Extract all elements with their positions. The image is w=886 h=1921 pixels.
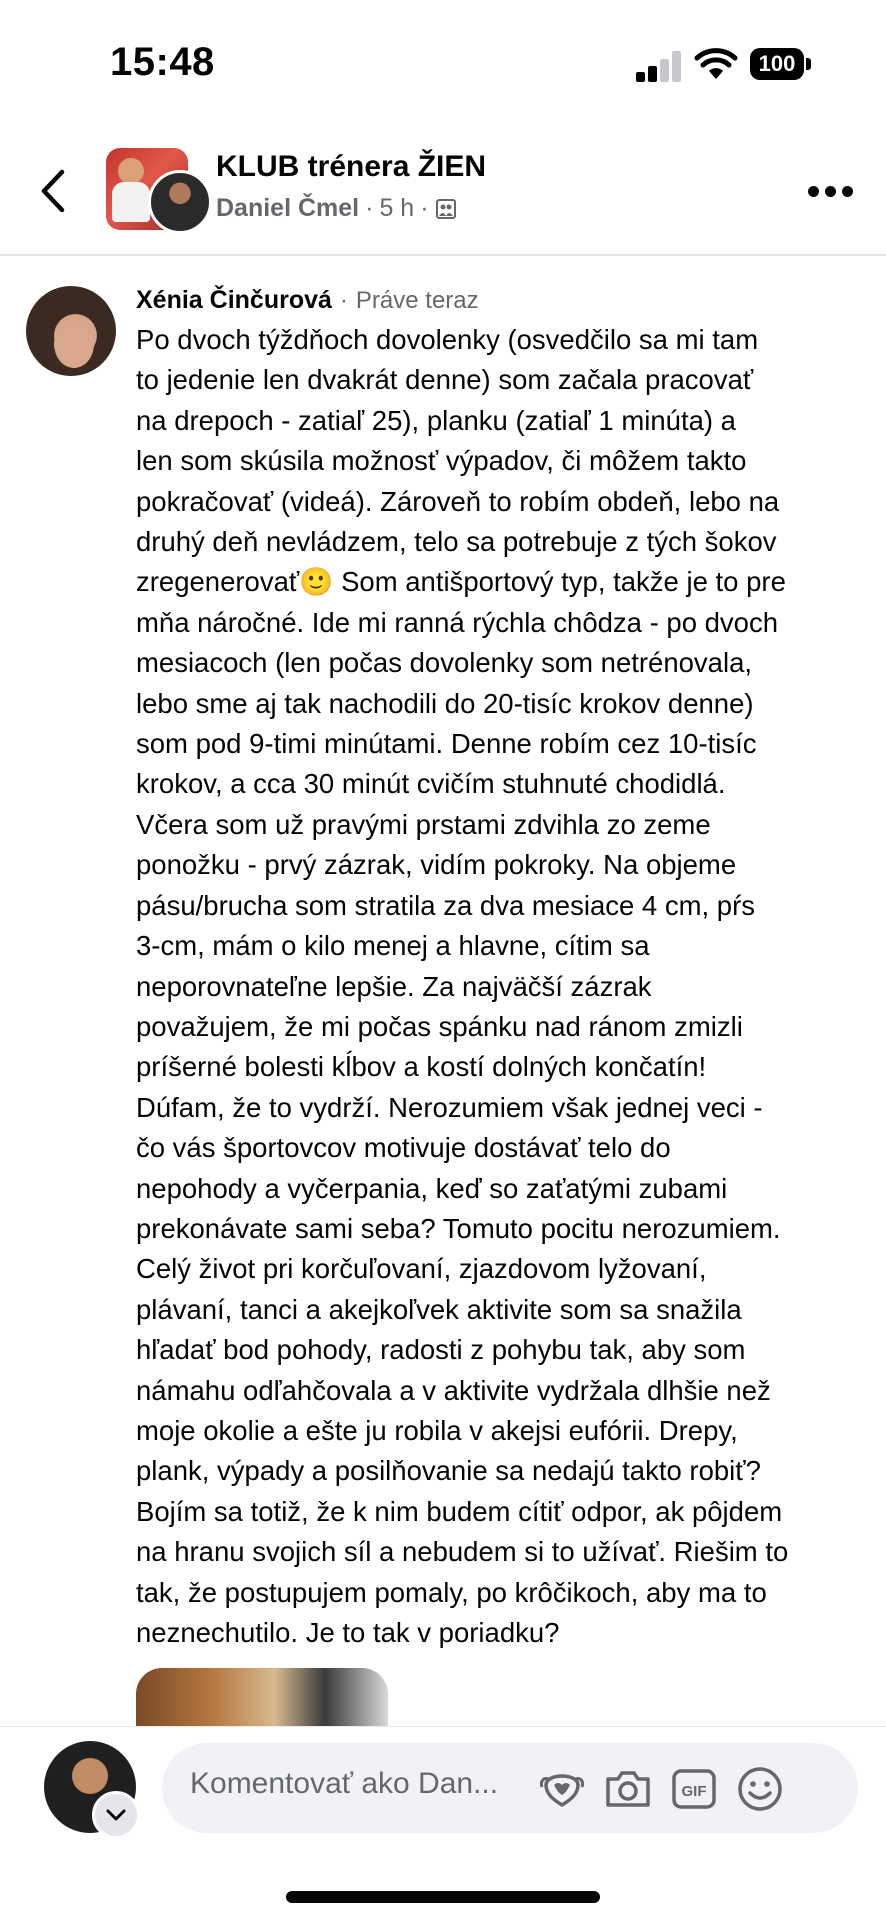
comment-input-placeholder: Komentovať ako Dan... bbox=[190, 1767, 499, 1800]
comment-line: moje okolie a ešte ju robila v akejsi eufórii. Drepy, bbox=[136, 1414, 738, 1446]
comment-line: mňa náročné. Ide mi ranná rýchla chôdza - po dvoch bbox=[136, 606, 779, 638]
comment-input[interactable] bbox=[162, 1743, 858, 1833]
comment-line: prekonávate sami seba? Tomuto pocitu nerozumiem. bbox=[136, 1212, 781, 1244]
comment-line: na hranu svojich síl a nebudem si to užívať. Riešim to bbox=[136, 1536, 789, 1568]
comment-line: plávaní, tanci a akejkoľvek aktivite som sa snažila bbox=[136, 1293, 742, 1325]
post-subtitle bbox=[216, 194, 457, 223]
comment-line: len som skúsila možnosť výpadov, či môžem takto bbox=[136, 445, 747, 477]
comment-line: pokračovať (videá). Zároveň to robím obdeň, lebo na bbox=[136, 485, 780, 517]
comment-text bbox=[136, 320, 866, 1653]
comment-composer bbox=[0, 1726, 886, 1921]
comment-line: mesiacoch (len počas dovolenky som netrénovala, bbox=[136, 647, 753, 679]
comment-line: druhý deň nevládzem, telo sa potrebuje z tých šokov bbox=[136, 526, 777, 558]
comment-line: príšerné bolesti kĺbov a kostí dolných končatín! bbox=[136, 1051, 707, 1083]
status-time: 15:48 bbox=[110, 40, 215, 84]
separator-dot: · bbox=[339, 287, 348, 314]
comment-line: námahu odľahčovala a v aktivite vydržala dlhšie než bbox=[136, 1374, 771, 1406]
back-arrow-icon[interactable] bbox=[34, 166, 74, 216]
comment-line: krokov, a cca 30 minút cvičím stuhnuté chodidlá. bbox=[136, 768, 726, 800]
comment-line: pásu/brucha som stratila za dva mesiace 4 cm, pŕs bbox=[136, 889, 756, 921]
separator-dot: · bbox=[365, 194, 374, 222]
comment-time: Práve teraz bbox=[355, 287, 479, 314]
commenter-avatar[interactable] bbox=[26, 286, 116, 376]
comment-line: Celý život pri korčuľovaní, zjazdovom lyžovaní, bbox=[136, 1253, 707, 1285]
comment-line: som pod 9-timi minútami. Denne robím cez 10-tisíc bbox=[136, 728, 757, 760]
gif-icon[interactable] bbox=[668, 1763, 720, 1815]
home-indicator bbox=[286, 1891, 600, 1903]
comment-line: Po dvoch týždňoch dovolenky (osvedčilo sa mi tam bbox=[136, 324, 759, 355]
status-bar bbox=[0, 0, 886, 130]
comment-line: Dúfam, že to vydrží. Nerozumiem však jednej veci - bbox=[136, 1091, 763, 1123]
emoji-icon[interactable] bbox=[734, 1763, 786, 1815]
svg-text:GIF: GIF bbox=[681, 1783, 707, 1800]
avatar-sticker-icon[interactable] bbox=[536, 1763, 588, 1815]
group-privacy-icon bbox=[435, 198, 457, 220]
battery-icon bbox=[750, 48, 812, 80]
comment-line: plank, výpady a posilňovanie sa nedajú takto robiť? bbox=[136, 1455, 761, 1487]
comment-line: lebo sme aj tak nachodili do 20-tisíc krokov denne) bbox=[136, 687, 754, 719]
comment-line: to jedenie len dvakrát denne) som začala pracovať bbox=[136, 364, 754, 396]
comment-line: zregenerovať🙂 Som antišportový typ, takže je to pre bbox=[136, 566, 786, 598]
comment-attached-image[interactable] bbox=[136, 1668, 388, 1728]
author-avatar[interactable] bbox=[148, 170, 212, 234]
group-title[interactable]: KLUB trénera ŽIEN bbox=[216, 150, 487, 183]
comment-line: Včera som už pravými prstami zdvihla zo zeme bbox=[136, 808, 711, 840]
comment-line: čo vás športovcov motivuje dostávať telo do bbox=[136, 1132, 671, 1164]
comment-line: ponožku - prvý zázrak, vidím pokroky. Na objeme bbox=[136, 849, 737, 881]
comment-line: nepohody a vyčerpania, keď so zaťatými zubami bbox=[136, 1172, 728, 1204]
more-options-icon[interactable] bbox=[808, 186, 854, 198]
comment-line: na drepoch - zatiaľ 25), planku (zatiaľ 1 minúta) a bbox=[136, 404, 736, 436]
commenter-name[interactable]: Xénia Činčurová bbox=[136, 286, 332, 314]
comment-line: Bojím sa totiž, že k nim budem cítiť odpor, ak pôjdem bbox=[136, 1495, 783, 1527]
post-author[interactable]: Daniel Čmel bbox=[216, 194, 360, 222]
comment-line: neznechutilo. Je to tak v poriadku? bbox=[136, 1617, 560, 1648]
post-header bbox=[0, 130, 886, 256]
separator-dot: · bbox=[420, 194, 429, 222]
comment-line: hľadať bod pohody, radosti z pohybu tak, aby som bbox=[136, 1334, 746, 1366]
comment-line: neporovnateľne lepšie. Za najväčší zázrak bbox=[136, 970, 652, 1002]
camera-icon[interactable] bbox=[602, 1763, 654, 1815]
cellular-signal-icon bbox=[636, 50, 682, 82]
comment-line: považujem, že mi počas spánku nad ránom zmizli bbox=[136, 1010, 743, 1042]
comment-meta bbox=[136, 286, 479, 315]
chevron-down-icon[interactable] bbox=[92, 1791, 140, 1839]
wifi-icon bbox=[694, 47, 738, 81]
comment-line: 3-cm, mám o kilo menej a hlavne, cítim sa bbox=[136, 930, 650, 962]
comment-line: tak, že postupujem pomaly, po krôčikoch, aby ma to bbox=[136, 1576, 767, 1608]
battery-level: 100 bbox=[750, 48, 804, 80]
post-age: 5 h bbox=[379, 194, 415, 222]
